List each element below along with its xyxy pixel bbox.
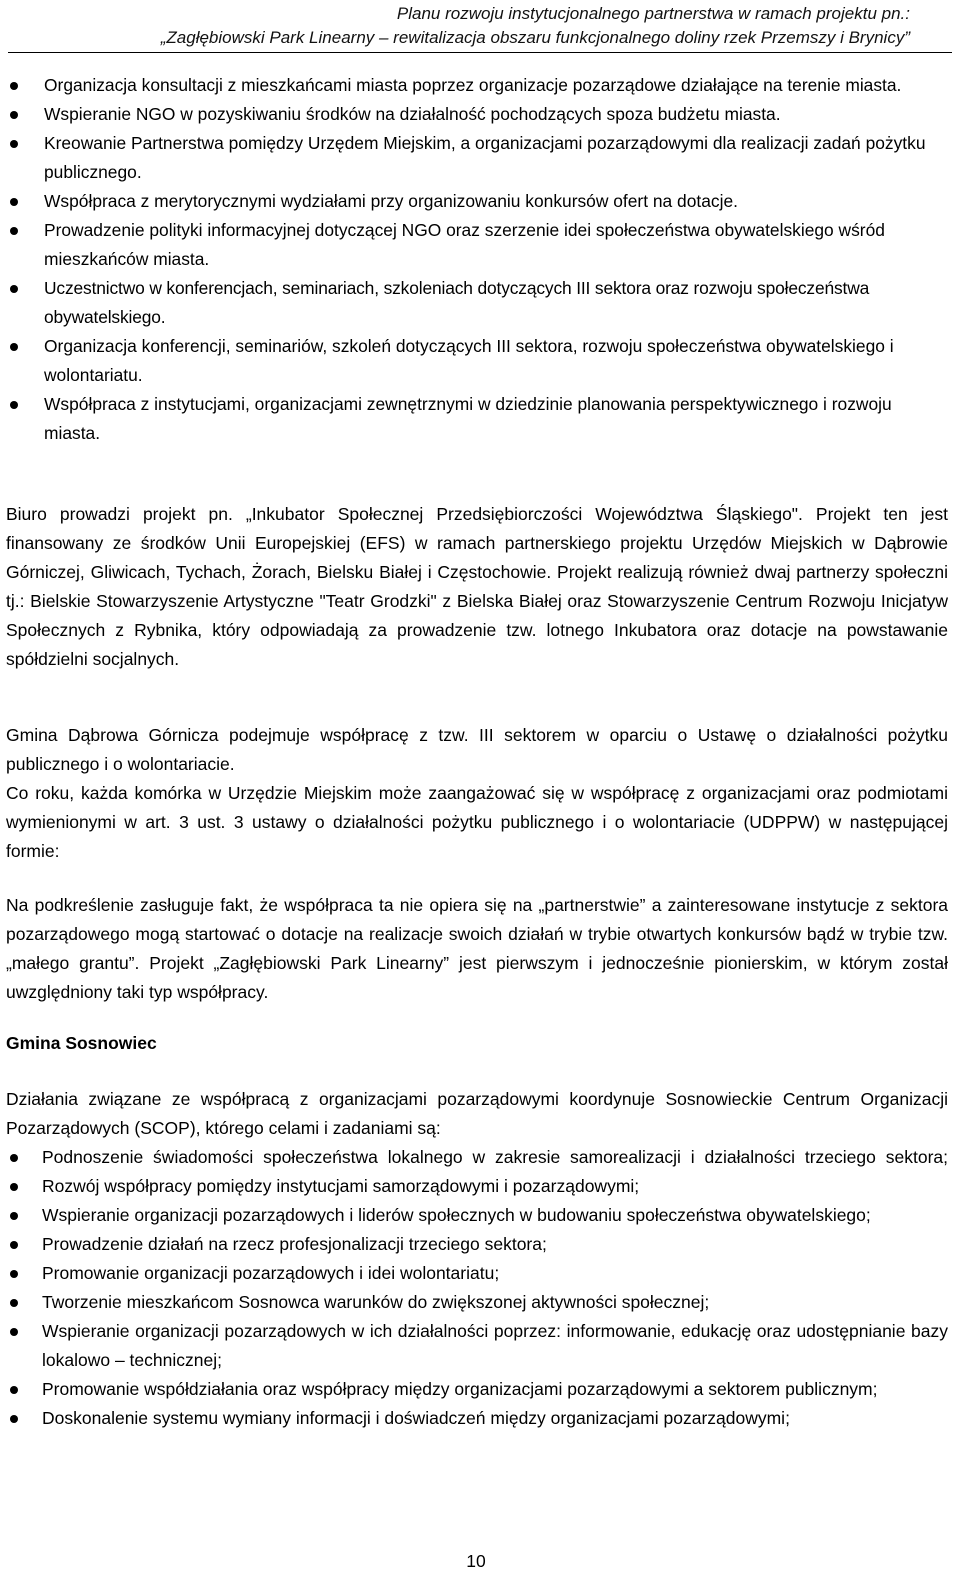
- bullet-icon: [10, 401, 18, 409]
- bullet-icon: [10, 1386, 18, 1394]
- bullet-icon: [10, 227, 18, 235]
- list-item: [6, 100, 936, 129]
- list-item-text: Tworzenie mieszkańcom Sosnowca warunków do zwiększonej aktywności społecznej;: [42, 1292, 710, 1312]
- bullet-icon: [10, 1154, 18, 1162]
- list-item-text: Współpraca z merytorycznymi wydziałami przy organizowaniu konkursów ofert na dotacje.: [44, 191, 738, 211]
- list-item: [6, 216, 936, 274]
- list-item: [6, 1404, 948, 1433]
- list-item: [6, 129, 936, 187]
- list-item: [6, 1288, 948, 1317]
- list-item-text: Promowanie organizacji pozarządowych i idei wolontariatu;: [42, 1263, 500, 1283]
- bullet-icon: [10, 140, 18, 148]
- sosnowiec-heading: Gmina Sosnowiec: [6, 1033, 157, 1053]
- bullet-icon: [10, 111, 18, 119]
- list-item-text: Wspieranie NGO w pozyskiwaniu środków na działalność pochodzących spoza budżetu miasta.: [44, 104, 781, 124]
- biuro-paragraph: Biuro prowadzi projekt pn. „Inkubator Społecznej Przedsiębiorczości Województwa Śląskiego". Projekt ten jest finansowany ze środków Unii Europejskiej (EFS) w ramach partnerskiego projektu Urzędów Miejskich w Dąbrowie Górniczej, Gliwicach, Tychach, Żorach, Bielsku Białej i Częstochowie. Projekt realizują również dwaj partnerzy społeczni tj.: Bielskie Stowarzyszenie Artystyczne "Teatr Grodzki" z Bielska Białej oraz Stowarzyszenie Centrum Rozwoju Inicjatyw Społecznych z Rybnika, który odpowiadają za prowadzenie tzw. lotnego Inkubatora oraz dotacje na powstawanie spółdzielni socjalnych.: [6, 504, 948, 669]
- list-item: [6, 71, 936, 100]
- header-line-1: Planu rozwoju instytucjonalnego partnerstwa w ramach projektu pn.:: [396, 4, 910, 23]
- list-item: [6, 1201, 948, 1230]
- bullet-icon: [10, 1270, 18, 1278]
- running-header: [10, 2, 910, 50]
- list-item: [6, 332, 936, 390]
- bullet-icon: [10, 1183, 18, 1191]
- list-item-text: Organizacja konferencji, seminariów, szkoleń dotyczących III sektora, rozwoju społeczeństwa obywatelskiego i wolontariatu.: [44, 336, 894, 385]
- list-item: [6, 390, 936, 448]
- list-item-text: Wspieranie organizacji pozarządowych i liderów społecznych w budowaniu społeczeństwa obywatelskiego;: [42, 1205, 871, 1225]
- bullet-icon: [10, 1299, 18, 1307]
- list-item-text: Doskonalenie systemu wymiany informacji i doświadczeń między organizacjami pozarządowymi;: [42, 1408, 790, 1428]
- list-item-text: Współpraca z instytucjami, organizacjami zewnętrznymi w dziedzinie planowania perspektywicznego i rozwoju miasta.: [44, 394, 892, 443]
- list-item-text: Prowadzenie działań na rzecz profesjonalizacji trzeciego sektora;: [42, 1234, 547, 1254]
- list-item: [6, 1259, 948, 1288]
- header-divider: [8, 52, 952, 53]
- header-line-2: „Zagłębiowski Park Linearny – rewitalizacja obszaru funkcjonalnego doliny rzek Przemszy i Brynicy”: [160, 28, 910, 47]
- sosnowiec-intro: Działania związane ze współpracą z organizacjami pozarządowymi koordynuje Sosnowieckie Centrum Organizacji Pozarządowych (SCOP), którego celami i zadaniami są:: [6, 1089, 948, 1138]
- gmina-dg-paragraph: Gmina Dąbrowa Górnicza podejmuje współpracę z tzw. III sektorem w oparciu o Ustawę o działalności pożytku publicznego i o wolontariacie.: [6, 725, 948, 774]
- list-item-text: Prowadzenie polityki informacyjnej dotyczącej NGO oraz szerzenie idei społeczeństwa obywatelskiego wśród mieszkańców miasta.: [44, 220, 885, 269]
- bullet-icon: [10, 198, 18, 206]
- bullet-icon: [10, 1328, 18, 1336]
- bullet-icon: [10, 1241, 18, 1249]
- list-item-text: Podnoszenie świadomości społeczeństwa lokalnego w zakresie samorealizacji i działalności trzeciego sektora;: [42, 1147, 948, 1167]
- list-item: [6, 1317, 948, 1375]
- bullet-icon: [10, 1212, 18, 1220]
- list-item: [6, 1143, 948, 1172]
- ngo-tasks-list: [6, 71, 936, 448]
- list-item-text: Uczestnictwo w konferencjach, seminariach, szkoleniach dotyczących III sektora oraz rozwoju społeczeństwa obywatelskiego.: [44, 278, 870, 327]
- list-item: [6, 1230, 948, 1259]
- bullet-icon: [10, 285, 18, 293]
- page-number: 10: [466, 1551, 486, 1571]
- scop-goals-list: [6, 1143, 948, 1433]
- list-item-text: Rozwój współpracy pomiędzy instytucjami samorządowymi i pozarządowymi;: [42, 1176, 640, 1196]
- list-item-text: Promowanie współdziałania oraz współpracy między organizacjami pozarządowymi a sektorem publicznym;: [42, 1379, 878, 1399]
- list-item-text: Kreowanie Partnerstwa pomiędzy Urzędem Miejskim, a organizacjami pozarządowymi dla realizacji zadań pożytku publicznego.: [44, 133, 926, 182]
- gmina-dg-forms-paragraph: Co roku, każda komórka w Urzędzie Miejskim może zaangażować się w współpracę z organizacjami oraz podmiotami wymienionymi w art. 3 ust. 3 ustawy o działalności pożytku publicznego i o wolontariacie (UDPPW) w następującej formie:: [6, 783, 948, 861]
- list-item: [6, 187, 936, 216]
- list-item-text: Wspieranie organizacji pozarządowych w ich działalności poprzez: informowanie, edukację oraz udostępnianie bazy lokalowo – technicznej;: [42, 1321, 948, 1370]
- bullet-icon: [10, 343, 18, 351]
- list-item: [6, 274, 936, 332]
- podkreslenie-paragraph: Na podkreślenie zasługuje fakt, że współpraca ta nie opiera się na „partnerstwie” a zainteresowane instytucje z sektora pozarządowego mogą startować o dotacje na realizacje swoich działań w trybie otwartych konkursów bądź w trybie tzw. „małego grantu”. Projekt „Zagłębiowski Park Linearny” jest pierwszym i jednocześnie pionierskim, w którym został uwzględniony taki typ współpracy.: [6, 895, 948, 1002]
- list-item: [6, 1375, 948, 1404]
- bullet-icon: [10, 82, 18, 90]
- list-item-text: Organizacja konsultacji z mieszkańcami miasta poprzez organizacje pozarządowe działające na terenie miasta.: [44, 75, 902, 95]
- bullet-icon: [10, 1415, 18, 1423]
- list-item: [6, 1172, 948, 1201]
